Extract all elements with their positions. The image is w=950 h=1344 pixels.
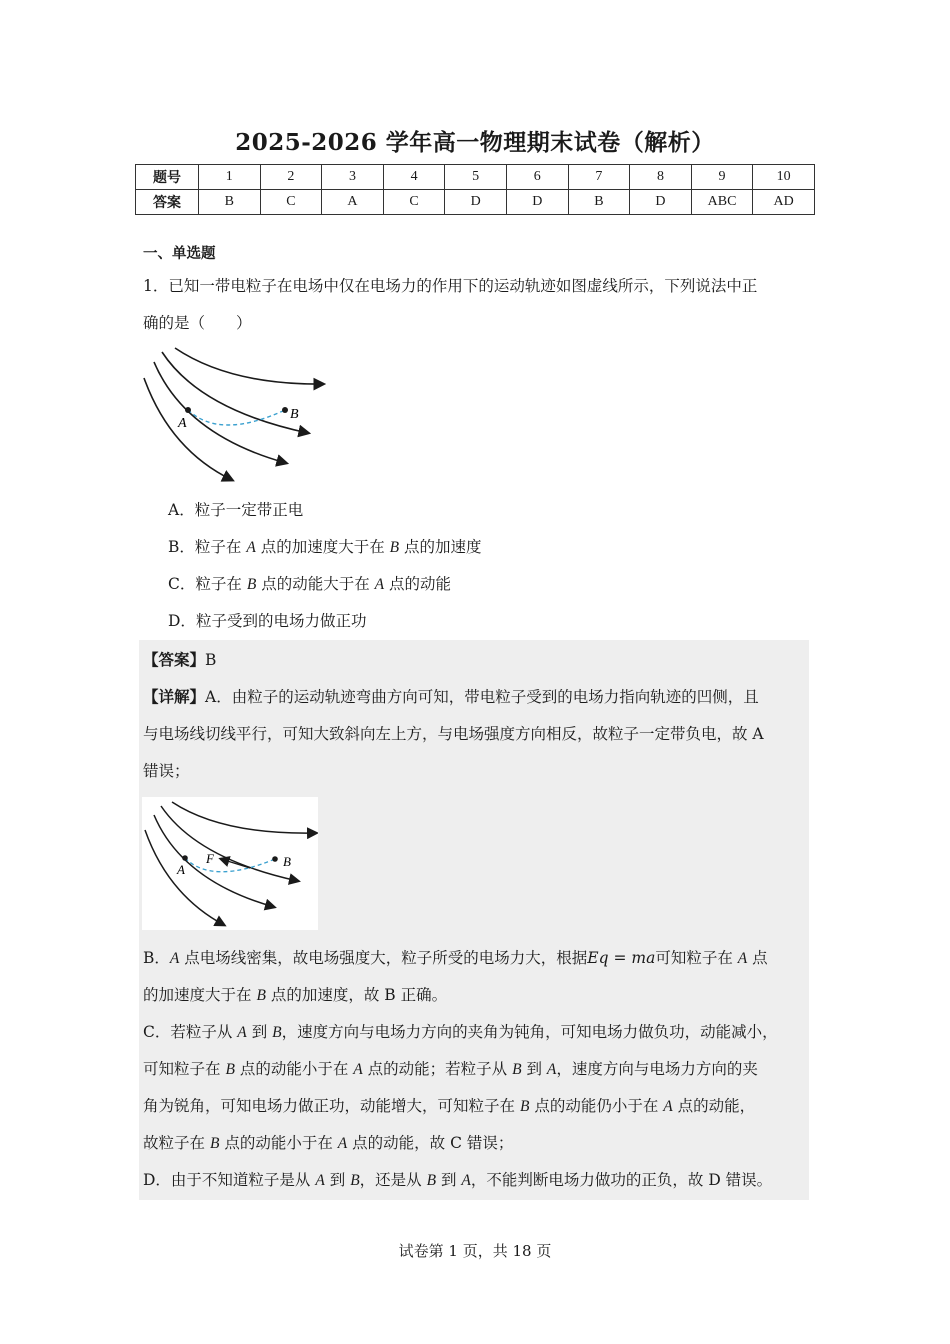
detail-a-line: 【详解】A．由粒子的运动轨迹弯曲方向可知，带电粒子受到的电场力指向轨迹的凹侧，且 bbox=[143, 688, 759, 706]
table-row bbox=[136, 190, 815, 215]
point-a bbox=[185, 407, 191, 413]
question-text: 确的是（ ） bbox=[143, 314, 252, 332]
label-b: B bbox=[290, 407, 299, 422]
label-b: B bbox=[283, 854, 291, 869]
table-cell: 4 bbox=[383, 165, 445, 190]
field-lines-figure bbox=[140, 340, 335, 490]
table-cell: C bbox=[260, 190, 322, 215]
table-cell: AD bbox=[753, 190, 815, 215]
detail-a-line: 与电场线切线平行，可知大致斜向左上方，与电场强度方向相反，故粒子一定带负电，故 A bbox=[143, 725, 764, 743]
detail-c-line: 故粒子在 B 点的动能小于在 A 点的动能，故 C 错误； bbox=[143, 1134, 514, 1152]
option-c: C．粒子在 B 点的动能大于在 A 点的动能 bbox=[168, 575, 452, 593]
detail-b-line: 的加速度大于在 B 点的加速度，故 B 正确。 bbox=[143, 986, 448, 1004]
point-b bbox=[272, 856, 278, 862]
field-force-figure bbox=[142, 797, 318, 930]
table-cell: B bbox=[568, 190, 630, 215]
table-cell: 2 bbox=[260, 165, 322, 190]
table-cell: 1 bbox=[199, 165, 261, 190]
label-a: A bbox=[177, 862, 185, 877]
table-cell: 6 bbox=[506, 165, 568, 190]
answer-table bbox=[135, 164, 815, 215]
question-text: 1．已知一带电粒子在电场中仅在电场力的作用下的运动轨迹如图虚线所示，下列说法中正 bbox=[143, 277, 758, 295]
table-cell: A bbox=[322, 190, 384, 215]
field-line bbox=[175, 348, 323, 384]
detail-c-line: 角为锐角，可知电场力做正功，动能增大，可知粒子在 B 点的动能仍小于在 A 点的动能， bbox=[143, 1097, 756, 1115]
row-label: 答案 bbox=[136, 190, 199, 215]
detail-b-line: B．A 点电场线密集，故电场强度大，粒子所受的电场力大，根据Eq = ma可知粒子在 A 点 bbox=[143, 949, 768, 967]
point-b bbox=[282, 407, 288, 413]
table-cell: 3 bbox=[322, 165, 384, 190]
table-cell: D bbox=[506, 190, 568, 215]
label-f: F bbox=[206, 851, 214, 866]
table-cell: B bbox=[199, 190, 261, 215]
option-a: A．粒子一定带正电 bbox=[168, 501, 304, 519]
option-d: D．粒子受到的电场力做正功 bbox=[168, 612, 367, 630]
answer-line: 【答案】B bbox=[143, 651, 217, 669]
option-b: B．粒子在 A 点的加速度大于在 B 点的加速度 bbox=[168, 538, 482, 556]
table-cell: C bbox=[383, 190, 445, 215]
table-cell: 5 bbox=[445, 165, 507, 190]
detail-c-line: 可知粒子在 B 点的动能小于在 A 点的动能；若粒子从 B 到 A，速度方向与电场力方向的夹 bbox=[143, 1060, 758, 1078]
page-title: 2025-2026 学年高一物理期末试卷（解析） bbox=[235, 129, 715, 156]
field-line bbox=[154, 362, 286, 463]
table-cell: ABC bbox=[691, 190, 753, 215]
field-line bbox=[144, 378, 232, 480]
formula: Eq = ma bbox=[587, 949, 656, 967]
detail-d-line: D．由于不知道粒子是从 A 到 B，还是从 B 到 A，不能判断电场力做功的正负，故 D 错误。 bbox=[143, 1171, 773, 1189]
table-cell: 9 bbox=[691, 165, 753, 190]
table-cell: 10 bbox=[753, 165, 815, 190]
page-footer: 试卷第 1 页，共 18 页 bbox=[398, 1242, 552, 1260]
table-cell: 7 bbox=[568, 165, 630, 190]
section-heading: 一、单选题 bbox=[143, 246, 216, 262]
detail-c-line: C．若粒子从 A 到 B，速度方向与电场力方向的夹角为钝角，可知电场力做负功，动能减小， bbox=[143, 1023, 778, 1041]
point-a bbox=[182, 855, 188, 861]
detail-a-line: 错误； bbox=[143, 762, 190, 780]
table-cell: 8 bbox=[630, 165, 692, 190]
table-row bbox=[136, 165, 815, 190]
row-label: 题号 bbox=[136, 165, 199, 190]
table-cell: D bbox=[445, 190, 507, 215]
table-cell: D bbox=[630, 190, 692, 215]
label-a: A bbox=[178, 416, 187, 431]
